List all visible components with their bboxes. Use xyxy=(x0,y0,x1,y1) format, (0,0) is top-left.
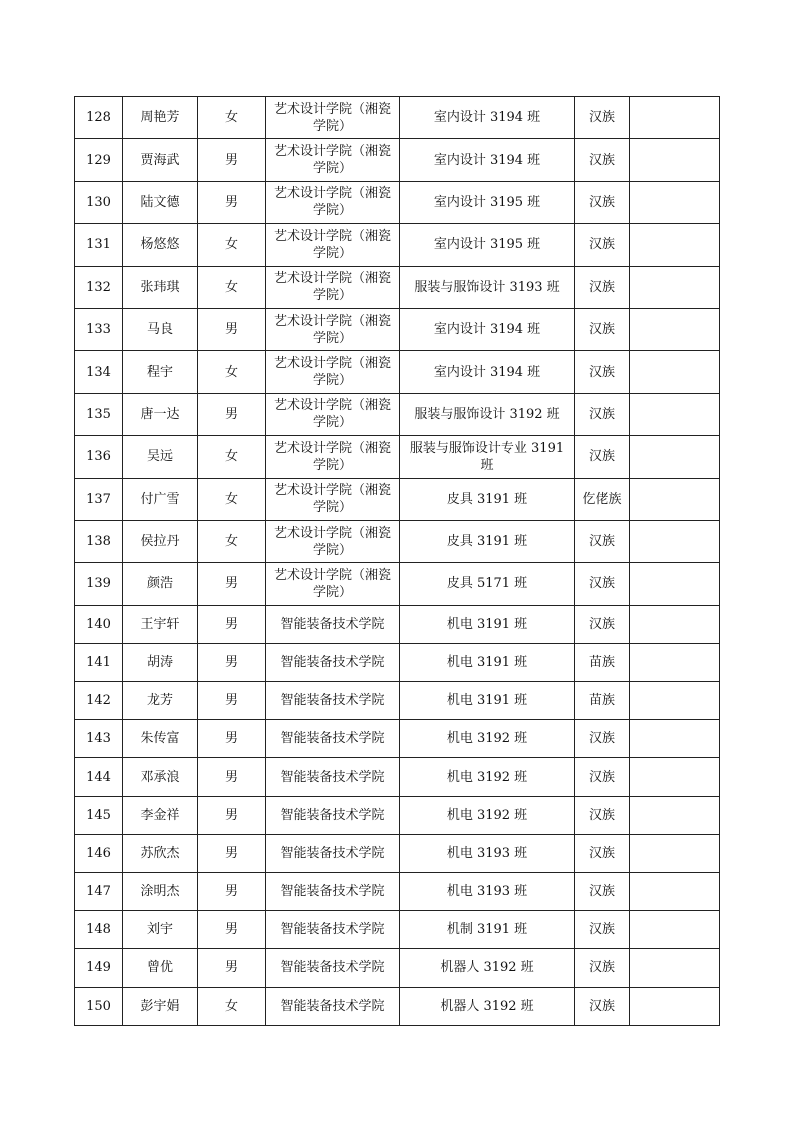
table-row xyxy=(75,436,720,478)
table-row xyxy=(75,605,720,643)
row-number-cell: 135 xyxy=(75,393,123,435)
class-cell: 室内设计 3194 班 xyxy=(400,97,575,139)
ethnicity-cell: 汉族 xyxy=(575,308,630,350)
student-name-cell: 胡涛 xyxy=(123,643,198,681)
table-row xyxy=(75,478,720,520)
row-number-cell: 143 xyxy=(75,720,123,758)
student-name-cell: 刘宇 xyxy=(123,911,198,949)
table-row xyxy=(75,520,720,562)
student-roster-table xyxy=(74,96,720,1026)
note-cell xyxy=(630,949,720,987)
student-name-cell: 李金祥 xyxy=(123,796,198,834)
class-cell: 机器人 3192 班 xyxy=(400,949,575,987)
gender-cell: 男 xyxy=(198,643,266,681)
ethnicity-cell: 苗族 xyxy=(575,682,630,720)
gender-cell: 女 xyxy=(198,224,266,266)
gender-cell: 男 xyxy=(198,949,266,987)
note-cell xyxy=(630,393,720,435)
row-number-cell: 145 xyxy=(75,796,123,834)
ethnicity-cell: 汉族 xyxy=(575,97,630,139)
note-cell xyxy=(630,351,720,393)
ethnicity-cell: 汉族 xyxy=(575,949,630,987)
ethnicity-cell: 汉族 xyxy=(575,605,630,643)
gender-cell: 男 xyxy=(198,873,266,911)
row-number-cell: 144 xyxy=(75,758,123,796)
class-cell: 机电 3193 班 xyxy=(400,873,575,911)
student-name-cell: 杨悠悠 xyxy=(123,224,198,266)
row-number-cell: 130 xyxy=(75,181,123,223)
table-row xyxy=(75,796,720,834)
class-cell: 服装与服饰设计 3192 班 xyxy=(400,393,575,435)
student-name-cell: 吴远 xyxy=(123,436,198,478)
student-name-cell: 王宇轩 xyxy=(123,605,198,643)
class-cell: 服装与服饰设计 3193 班 xyxy=(400,266,575,308)
student-name-cell: 龙芳 xyxy=(123,682,198,720)
class-cell: 机电 3191 班 xyxy=(400,682,575,720)
ethnicity-cell: 汉族 xyxy=(575,720,630,758)
college-cell: 艺术设计学院（湘瓷学院） xyxy=(266,308,400,350)
table-row xyxy=(75,181,720,223)
student-name-cell: 苏欣杰 xyxy=(123,834,198,872)
student-name-cell: 涂明杰 xyxy=(123,873,198,911)
gender-cell: 女 xyxy=(198,266,266,308)
gender-cell: 男 xyxy=(198,181,266,223)
note-cell xyxy=(630,873,720,911)
ethnicity-cell: 汉族 xyxy=(575,139,630,181)
note-cell xyxy=(630,758,720,796)
table-row xyxy=(75,758,720,796)
gender-cell: 女 xyxy=(198,987,266,1025)
note-cell xyxy=(630,97,720,139)
table-row xyxy=(75,224,720,266)
ethnicity-cell: 汉族 xyxy=(575,563,630,605)
ethnicity-cell: 汉族 xyxy=(575,351,630,393)
note-cell xyxy=(630,834,720,872)
ethnicity-cell: 汉族 xyxy=(575,224,630,266)
class-cell: 皮具 3191 班 xyxy=(400,478,575,520)
class-cell: 皮具 3191 班 xyxy=(400,520,575,562)
gender-cell: 男 xyxy=(198,563,266,605)
gender-cell: 男 xyxy=(198,911,266,949)
student-name-cell: 贾海武 xyxy=(123,139,198,181)
note-cell xyxy=(630,796,720,834)
college-cell: 智能装备技术学院 xyxy=(266,758,400,796)
student-name-cell: 彭宇娟 xyxy=(123,987,198,1025)
note-cell xyxy=(630,911,720,949)
college-cell: 智能装备技术学院 xyxy=(266,911,400,949)
note-cell xyxy=(630,181,720,223)
student-name-cell: 张玮琪 xyxy=(123,266,198,308)
gender-cell: 男 xyxy=(198,834,266,872)
student-name-cell: 朱传富 xyxy=(123,720,198,758)
row-number-cell: 136 xyxy=(75,436,123,478)
note-cell xyxy=(630,308,720,350)
row-number-cell: 137 xyxy=(75,478,123,520)
gender-cell: 男 xyxy=(198,139,266,181)
ethnicity-cell: 汉族 xyxy=(575,987,630,1025)
note-cell xyxy=(630,266,720,308)
college-cell: 智能装备技术学院 xyxy=(266,834,400,872)
ethnicity-cell: 苗族 xyxy=(575,643,630,681)
college-cell: 艺术设计学院（湘瓷学院） xyxy=(266,224,400,266)
note-cell xyxy=(630,139,720,181)
class-cell: 室内设计 3195 班 xyxy=(400,224,575,266)
table-row xyxy=(75,393,720,435)
note-cell xyxy=(630,682,720,720)
ethnicity-cell: 汉族 xyxy=(575,758,630,796)
gender-cell: 男 xyxy=(198,796,266,834)
gender-cell: 男 xyxy=(198,393,266,435)
student-name-cell: 程宇 xyxy=(123,351,198,393)
ethnicity-cell: 汉族 xyxy=(575,436,630,478)
class-cell: 机制 3191 班 xyxy=(400,911,575,949)
student-name-cell: 邓承浪 xyxy=(123,758,198,796)
note-cell xyxy=(630,643,720,681)
student-name-cell: 颜浩 xyxy=(123,563,198,605)
student-name-cell: 曾优 xyxy=(123,949,198,987)
row-number-cell: 133 xyxy=(75,308,123,350)
ethnicity-cell: 汉族 xyxy=(575,873,630,911)
class-cell: 皮具 5171 班 xyxy=(400,563,575,605)
student-name-cell: 周艳芳 xyxy=(123,97,198,139)
gender-cell: 男 xyxy=(198,308,266,350)
row-number-cell: 146 xyxy=(75,834,123,872)
row-number-cell: 150 xyxy=(75,987,123,1025)
note-cell xyxy=(630,478,720,520)
class-cell: 室内设计 3195 班 xyxy=(400,181,575,223)
ethnicity-cell: 汉族 xyxy=(575,911,630,949)
note-cell xyxy=(630,436,720,478)
row-number-cell: 134 xyxy=(75,351,123,393)
note-cell xyxy=(630,563,720,605)
table-row xyxy=(75,308,720,350)
college-cell: 智能装备技术学院 xyxy=(266,605,400,643)
row-number-cell: 142 xyxy=(75,682,123,720)
row-number-cell: 139 xyxy=(75,563,123,605)
table-row xyxy=(75,351,720,393)
college-cell: 艺术设计学院（湘瓷学院） xyxy=(266,436,400,478)
row-number-cell: 131 xyxy=(75,224,123,266)
college-cell: 艺术设计学院（湘瓷学院） xyxy=(266,139,400,181)
gender-cell: 女 xyxy=(198,520,266,562)
row-number-cell: 128 xyxy=(75,97,123,139)
student-name-cell: 陆文德 xyxy=(123,181,198,223)
note-cell xyxy=(630,224,720,266)
college-cell: 艺术设计学院（湘瓷学院） xyxy=(266,97,400,139)
row-number-cell: 129 xyxy=(75,139,123,181)
gender-cell: 男 xyxy=(198,682,266,720)
class-cell: 机电 3192 班 xyxy=(400,758,575,796)
table-row xyxy=(75,266,720,308)
college-cell: 艺术设计学院（湘瓷学院） xyxy=(266,351,400,393)
table-row xyxy=(75,563,720,605)
table-row xyxy=(75,139,720,181)
table-row xyxy=(75,97,720,139)
note-cell xyxy=(630,720,720,758)
ethnicity-cell: 汉族 xyxy=(575,393,630,435)
college-cell: 艺术设计学院（湘瓷学院） xyxy=(266,520,400,562)
college-cell: 智能装备技术学院 xyxy=(266,949,400,987)
college-cell: 智能装备技术学院 xyxy=(266,720,400,758)
college-cell: 智能装备技术学院 xyxy=(266,682,400,720)
college-cell: 艺术设计学院（湘瓷学院） xyxy=(266,393,400,435)
college-cell: 智能装备技术学院 xyxy=(266,873,400,911)
class-cell: 服装与服饰设计专业 3191 班 xyxy=(400,436,575,478)
table-row xyxy=(75,873,720,911)
note-cell xyxy=(630,605,720,643)
ethnicity-cell: 汉族 xyxy=(575,266,630,308)
ethnicity-cell: 汉族 xyxy=(575,834,630,872)
gender-cell: 男 xyxy=(198,758,266,796)
row-number-cell: 138 xyxy=(75,520,123,562)
ethnicity-cell: 汉族 xyxy=(575,796,630,834)
class-cell: 室内设计 3194 班 xyxy=(400,351,575,393)
table-row xyxy=(75,987,720,1025)
table-row xyxy=(75,911,720,949)
student-name-cell: 马良 xyxy=(123,308,198,350)
note-cell xyxy=(630,987,720,1025)
ethnicity-cell: 仡佬族 xyxy=(575,478,630,520)
class-cell: 机电 3192 班 xyxy=(400,720,575,758)
class-cell: 机电 3191 班 xyxy=(400,605,575,643)
gender-cell: 男 xyxy=(198,720,266,758)
student-name-cell: 唐一达 xyxy=(123,393,198,435)
college-cell: 艺术设计学院（湘瓷学院） xyxy=(266,181,400,223)
college-cell: 智能装备技术学院 xyxy=(266,643,400,681)
gender-cell: 男 xyxy=(198,605,266,643)
class-cell: 室内设计 3194 班 xyxy=(400,308,575,350)
row-number-cell: 132 xyxy=(75,266,123,308)
class-cell: 机电 3191 班 xyxy=(400,643,575,681)
table-row xyxy=(75,834,720,872)
row-number-cell: 140 xyxy=(75,605,123,643)
class-cell: 机器人 3192 班 xyxy=(400,987,575,1025)
student-name-cell: 付广雪 xyxy=(123,478,198,520)
ethnicity-cell: 汉族 xyxy=(575,520,630,562)
class-cell: 机电 3193 班 xyxy=(400,834,575,872)
college-cell: 智能装备技术学院 xyxy=(266,796,400,834)
table-row xyxy=(75,682,720,720)
roster-body xyxy=(75,97,720,1026)
ethnicity-cell: 汉族 xyxy=(575,181,630,223)
gender-cell: 女 xyxy=(198,351,266,393)
gender-cell: 女 xyxy=(198,478,266,520)
row-number-cell: 149 xyxy=(75,949,123,987)
table-row xyxy=(75,643,720,681)
row-number-cell: 147 xyxy=(75,873,123,911)
row-number-cell: 148 xyxy=(75,911,123,949)
class-cell: 机电 3192 班 xyxy=(400,796,575,834)
note-cell xyxy=(630,520,720,562)
class-cell: 室内设计 3194 班 xyxy=(400,139,575,181)
college-cell: 艺术设计学院（湘瓷学院） xyxy=(266,563,400,605)
student-name-cell: 侯拉丹 xyxy=(123,520,198,562)
college-cell: 智能装备技术学院 xyxy=(266,987,400,1025)
row-number-cell: 141 xyxy=(75,643,123,681)
table-row xyxy=(75,949,720,987)
college-cell: 艺术设计学院（湘瓷学院） xyxy=(266,266,400,308)
gender-cell: 女 xyxy=(198,436,266,478)
table-row xyxy=(75,720,720,758)
gender-cell: 女 xyxy=(198,97,266,139)
college-cell: 艺术设计学院（湘瓷学院） xyxy=(266,478,400,520)
